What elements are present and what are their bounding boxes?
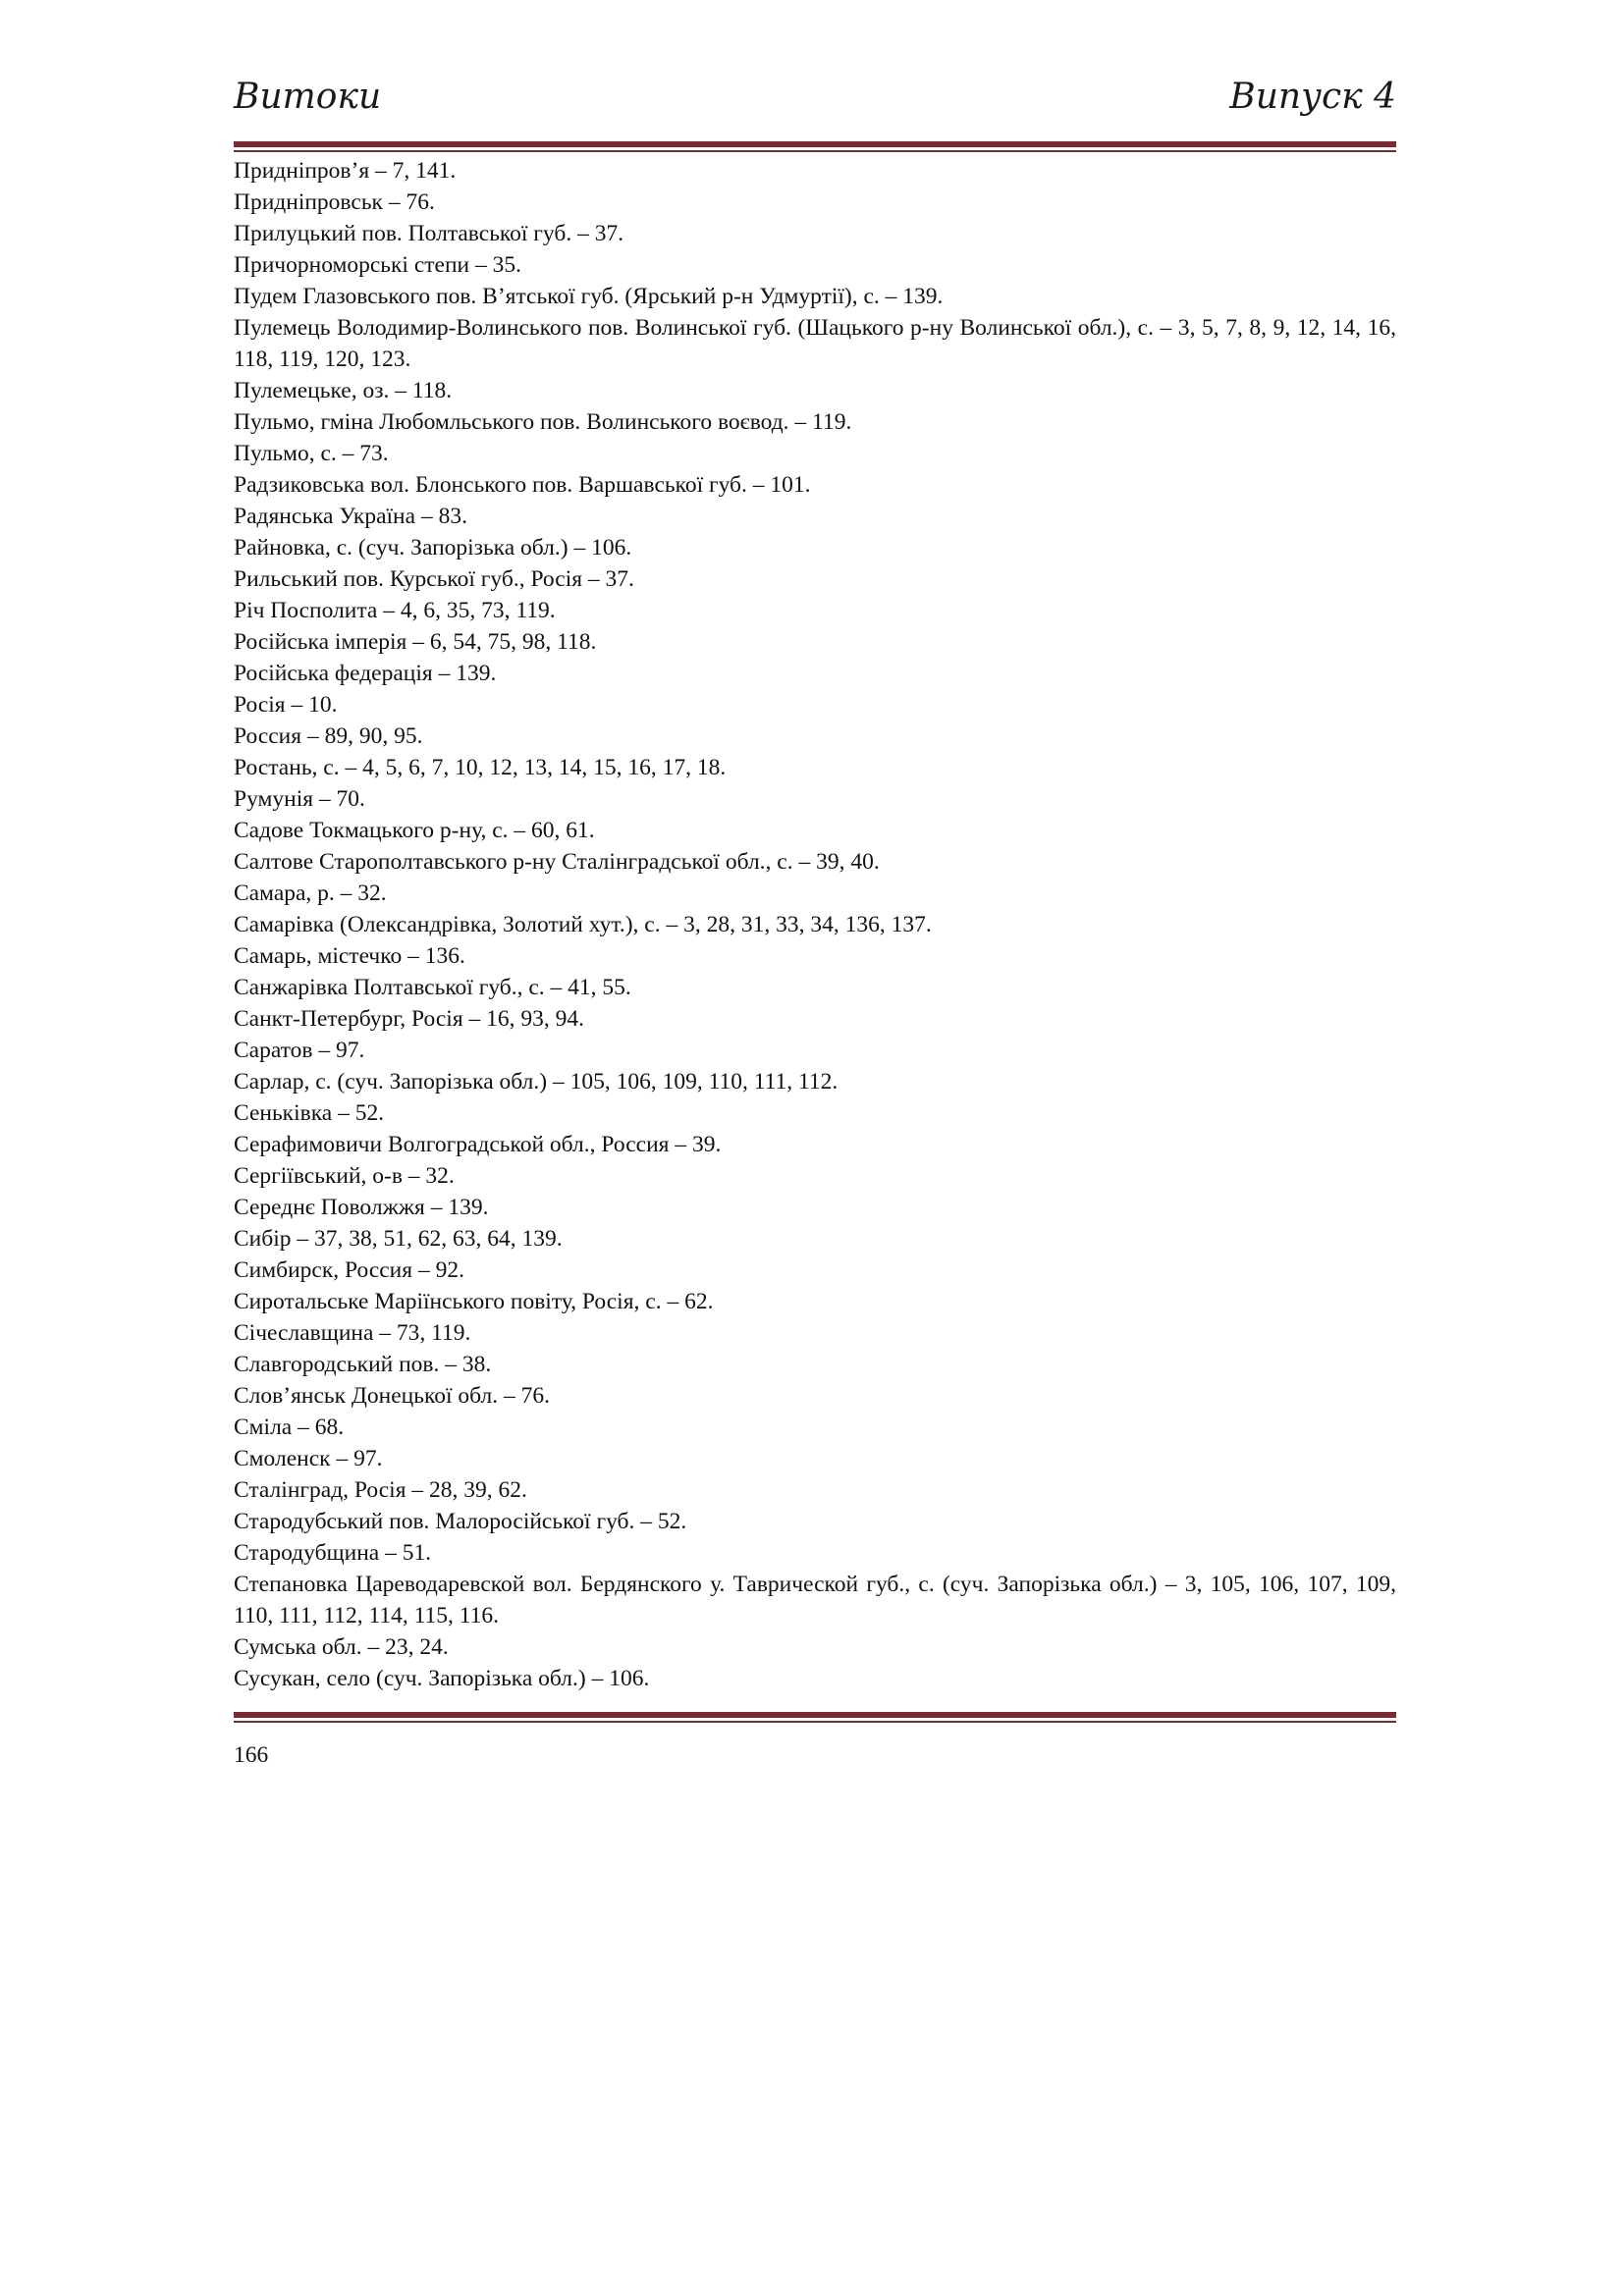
index-entry: Причорноморські степи – 35.: [234, 252, 521, 278]
header-rule: [234, 141, 1396, 152]
index-entry: Самарь, містечко – 136.: [234, 943, 465, 969]
index-entry: Придніпров’я – 7, 141.: [234, 158, 457, 184]
index-entry: Смоленск – 97.: [234, 1446, 383, 1471]
running-header: [234, 77, 1396, 132]
index-entry: Радянська Україна – 83.: [234, 504, 467, 529]
index-entry: Пудем Глазовського пов. В’ятської губ. (Ярський р-н Удмуртії), с. – 139.: [234, 284, 944, 309]
index-entry: Степановка Цареводаревской вол. Бердянского у. Таврической губ., с. (суч. Запорізька обл.) – 3, 105, 106, 107, 109, 110, 111, 112, 114, 115, 116.: [234, 1572, 1396, 1629]
page-number: 166: [234, 1742, 269, 1768]
index-entry: Ростань, с. – 4, 5, 6, 7, 10, 12, 13, 14, 15, 16, 17, 18.: [234, 755, 727, 780]
index-entry: Росія – 10.: [234, 692, 338, 718]
index-entry: Радзиковська вол. Блонського пов. Варшавської губ. – 101.: [234, 472, 811, 498]
index-entry: Сеньківка – 52.: [234, 1100, 385, 1126]
index-entry: Січеславщина – 73, 119.: [234, 1320, 471, 1346]
issue-label: Випуск 4: [1229, 77, 1396, 117]
index-entry: Річ Посполита – 4, 6, 35, 73, 119.: [234, 598, 556, 623]
index-entry: Санкт-Петербург, Росія – 16, 93, 94.: [234, 1006, 584, 1032]
index-entry: Російська федерація – 139.: [234, 661, 497, 686]
index-entry: Прилуцький пов. Полтавської губ. – 37.: [234, 221, 624, 246]
index-entry: Саратов – 97.: [234, 1038, 365, 1063]
index-entry: Сибір – 37, 38, 51, 62, 63, 64, 139.: [234, 1226, 563, 1252]
footer-rule-thin: [234, 1721, 1396, 1723]
index-entry: Російська імперія – 6, 54, 75, 98, 118.: [234, 629, 597, 655]
index-entry: Сумська обл. – 23, 24.: [234, 1634, 449, 1660]
index-entry: Садове Токмацького р-ну, с. – 60, 61.: [234, 818, 595, 843]
index-entry: Санжарівка Полтавської губ., с. – 41, 55.: [234, 975, 631, 1000]
index-entry: Салтове Старополтавського р-ну Сталінградської обл., с. – 39, 40.: [234, 849, 880, 875]
index-entry: Румунія – 70.: [234, 786, 365, 812]
index-entry: Самарівка (Олександрівка, Золотий хут.), с. – 3, 28, 31, 33, 34, 136, 137.: [234, 912, 932, 937]
index-entry: Сергіївський, о-в – 32.: [234, 1163, 455, 1189]
index-entry: Россия – 89, 90, 95.: [234, 723, 423, 749]
index-entry: Стародубщина – 51.: [234, 1540, 432, 1566]
index-entry: Сталінград, Росія – 28, 39, 62.: [234, 1477, 527, 1503]
index-entry: Пульмо, с. – 73.: [234, 441, 389, 466]
index-entry: Пулемецьке, оз. – 118.: [234, 378, 453, 403]
index-entry: Сиротальське Маріїнського повіту, Росія, с. – 62.: [234, 1289, 714, 1314]
index-entry: Пулемець Володимир-Волинського пов. Волинської губ. (Шацького р-ну Волинської обл.), с. – 3, 5, 7, 8, 9, 12, 14, 16, 118, 119, 120, 123.: [234, 315, 1396, 372]
index-entry: Сарлар, с. (суч. Запорізька обл.) – 105, 106, 109, 110, 111, 112.: [234, 1069, 839, 1095]
index-entry: Стародубський пов. Малоросійської губ. – 52.: [234, 1509, 687, 1534]
index-entry: Середнє Поволжжя – 139.: [234, 1195, 489, 1220]
index-entry: Самара, р. – 32.: [234, 881, 387, 906]
index-entry: Серафимовичи Волгоградськой обл., Россия – 39.: [234, 1132, 722, 1157]
index-entry: Слов’янськ Донецької обл. – 76.: [234, 1383, 550, 1409]
index-entry: Симбирск, Россия – 92.: [234, 1257, 464, 1283]
index-entry: Сусукан, село (суч. Запорізька обл.) – 106.: [234, 1666, 650, 1691]
index-entry: Райновка, с. (суч. Запорізька обл.) – 106.: [234, 535, 632, 561]
header-rule-thin: [234, 150, 1396, 152]
index-entry: Сміла – 68.: [234, 1415, 345, 1440]
index-entry: Рильський пов. Курської губ., Росія – 37.: [234, 566, 634, 592]
index-entry: Придніпровськ – 76.: [234, 189, 435, 215]
footer-rule: [234, 1712, 1396, 1723]
journal-title: Витоки: [234, 77, 382, 117]
index-entry: Славгородський пов. – 38.: [234, 1352, 492, 1377]
geographic-index: [234, 155, 1396, 1694]
index-entry: Пульмо, гміна Любомльського пов. Волинського воєвод. – 119.: [234, 409, 852, 435]
